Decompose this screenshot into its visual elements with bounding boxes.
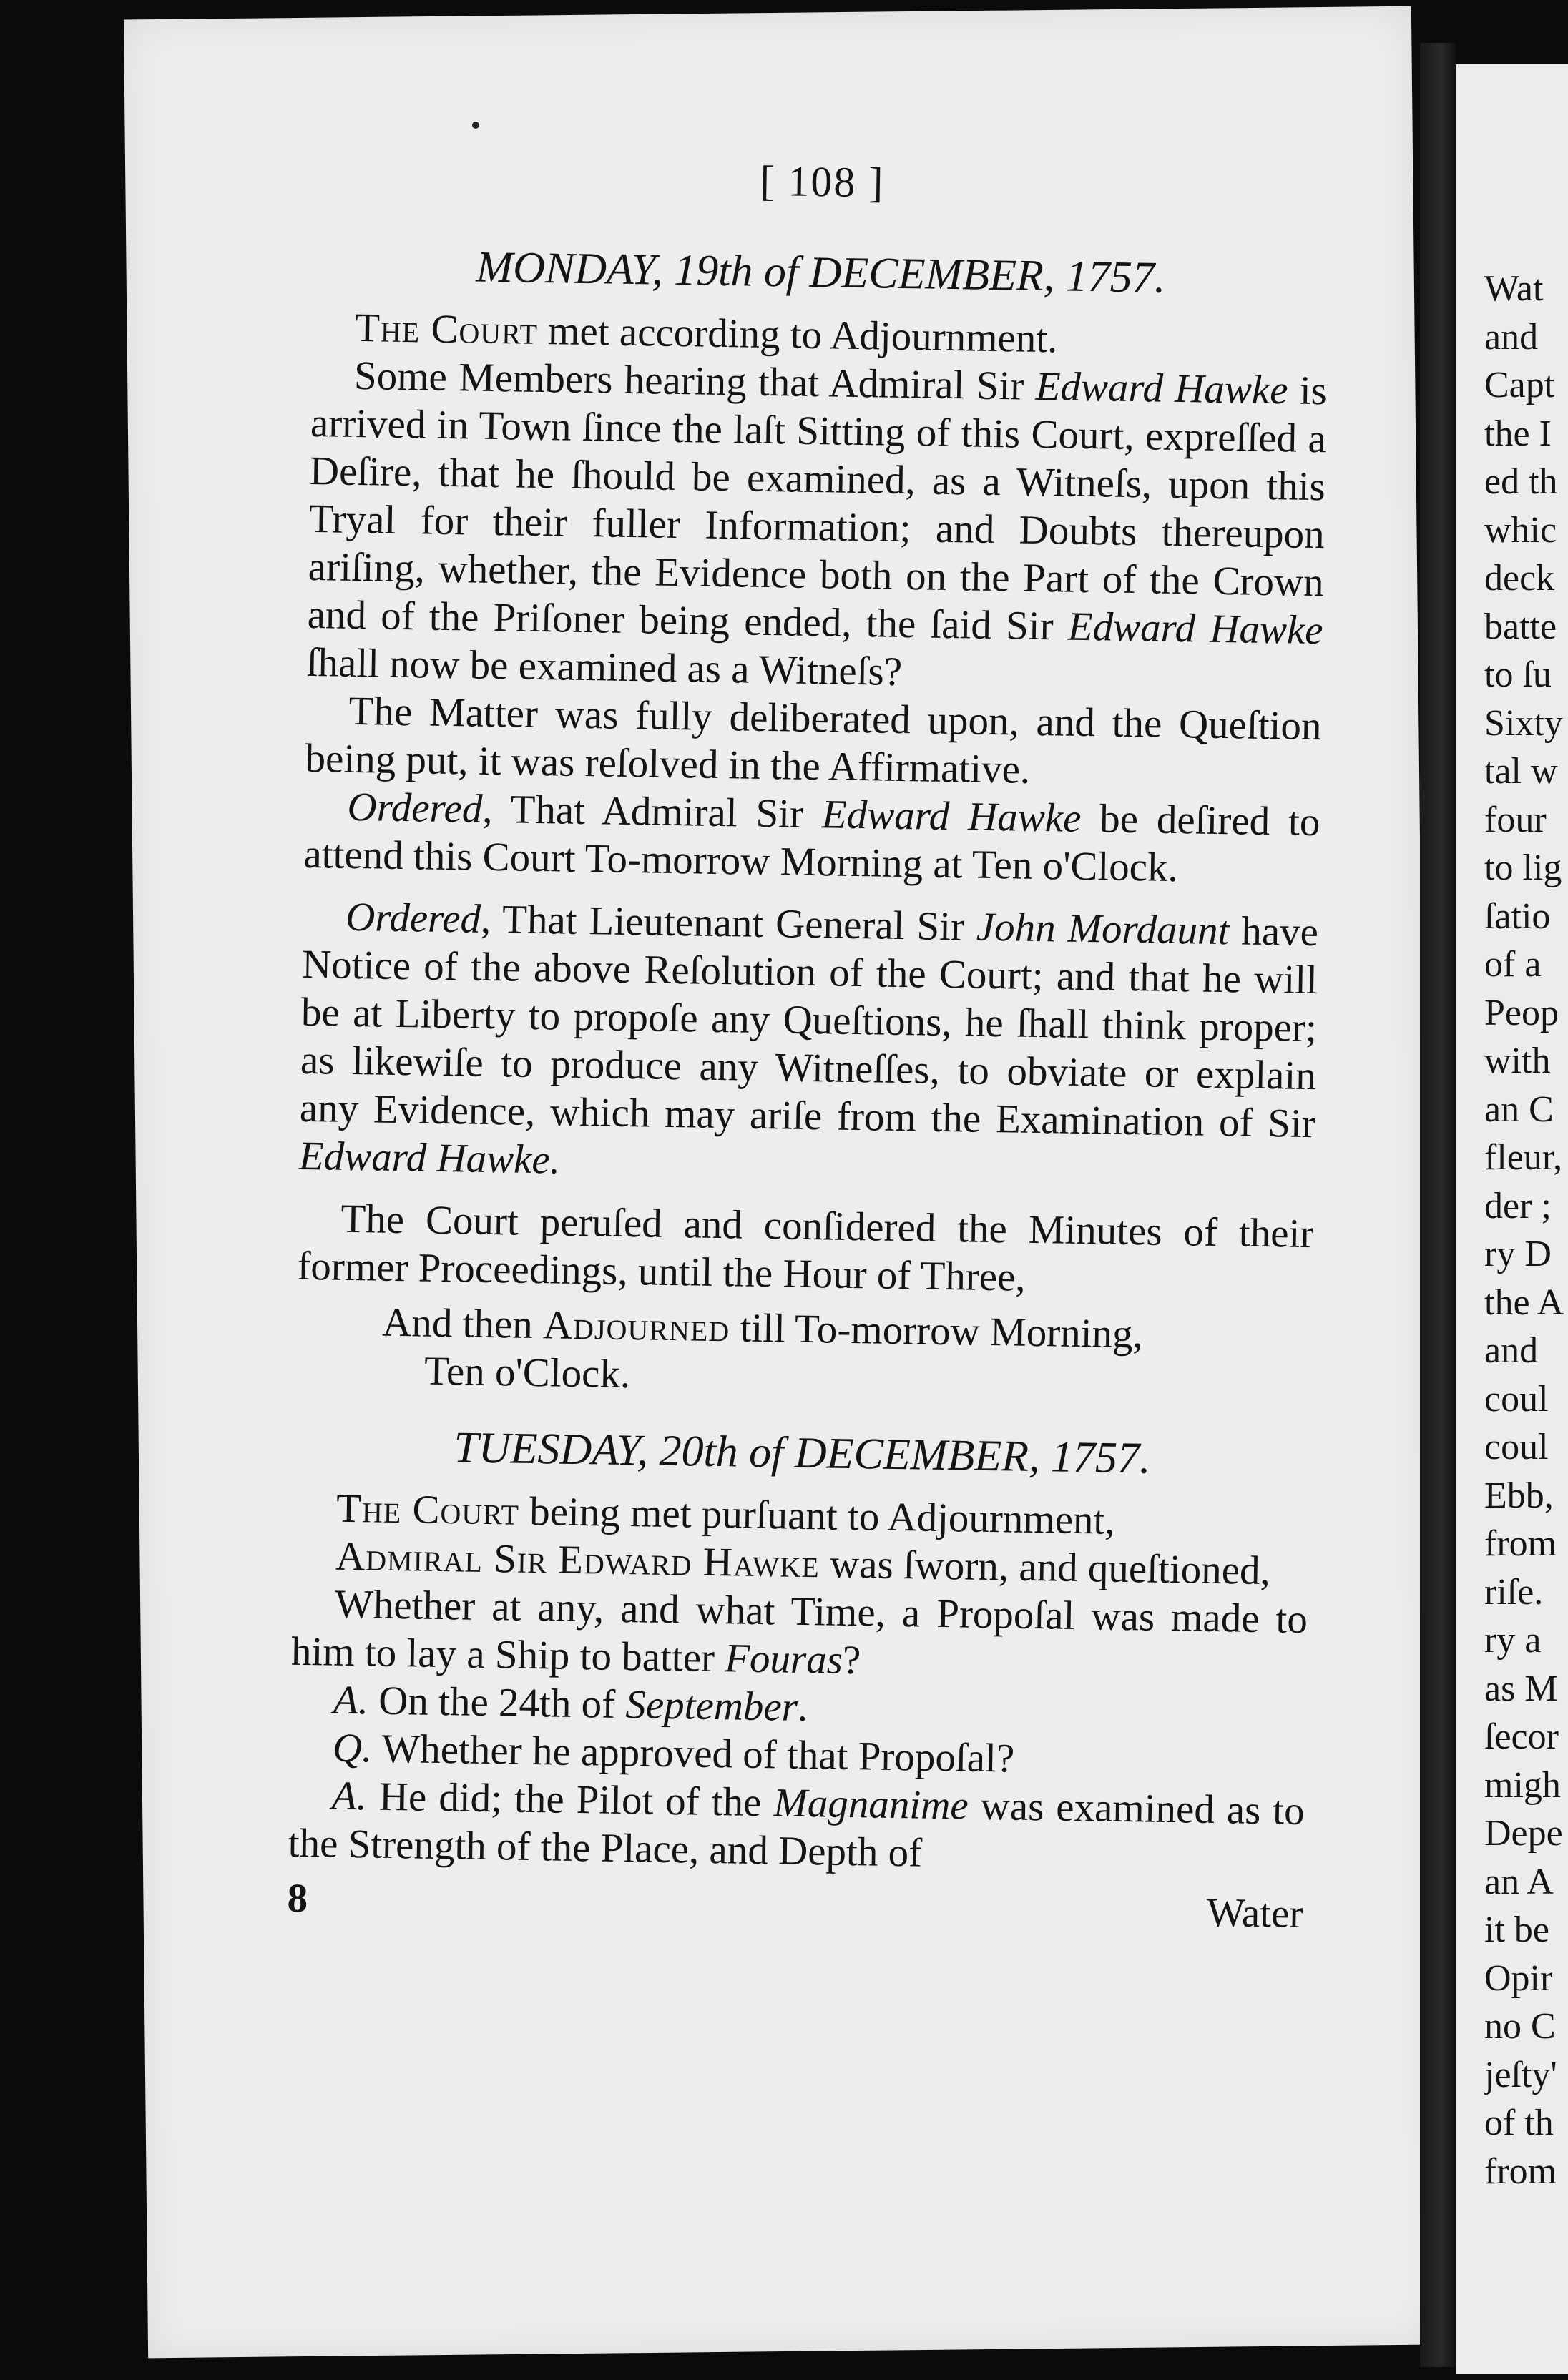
text-run: be deſired to attend this Court To-morrow Morning at Ten o'Clock. (303, 795, 1320, 891)
right-page-line: an A (1484, 1861, 1554, 1902)
page-number: [ 108 ] (759, 157, 885, 207)
right-page-line: Depe (1484, 1813, 1563, 1854)
right-page-line: the I (1484, 413, 1552, 454)
right-page-line: with (1484, 1041, 1551, 1081)
right-page-line: der ; (1484, 1185, 1552, 1226)
right-page-line: deck (1484, 558, 1555, 599)
witness-name: Admiral Sir Edward Hawke (335, 1533, 820, 1587)
right-page-line: migh (1484, 1764, 1561, 1806)
right-page-line: Opir (1484, 1957, 1553, 1999)
question-label: Q. (332, 1725, 373, 1771)
text-run: Some Members hearing that Admiral Sir (353, 353, 1037, 409)
right-page-line: as M (1484, 1668, 1558, 1709)
book-gutter (1420, 43, 1456, 2367)
paragraph-question-1 (290, 1580, 1308, 1691)
text-run: , That Lieutenant General Sir (480, 896, 977, 950)
month-name: September (624, 1682, 798, 1730)
right-page-line: to ſu (1484, 654, 1552, 695)
paragraph-ordered-notice (298, 892, 1318, 1196)
right-page-line: of th (1484, 2103, 1554, 2143)
text-run: was ſworn, and queſtioned, (819, 1541, 1271, 1594)
text-run: , That Admiral Sir (481, 786, 823, 837)
ordered-label: Ordered (345, 894, 481, 942)
right-page-text (1484, 265, 1568, 2195)
text-run: have Notice of the above Reſolution of the Court; and that he will be at Liberty to propoſe any Queſtions, he ſhall think proper; as likewiſe to produce any Witneſſes, to obviate or explain any Evidence, which may ariſe from the Examination of Sir (299, 908, 1319, 1147)
right-page-line: ed th (1484, 461, 1558, 502)
catchword: Water (1206, 1889, 1303, 1937)
right-page-line: from (1484, 2150, 1557, 2192)
right-page-line: coul (1484, 1378, 1549, 1420)
text-run: On the 24th of (368, 1678, 626, 1728)
page-content (287, 150, 1331, 1940)
right-page-line: tal w (1484, 751, 1558, 792)
person-name: John Mordaunt (976, 904, 1230, 954)
text-run: being met purſuant to Adjournment, (519, 1488, 1116, 1543)
court-lead: The Court (354, 305, 539, 353)
right-page-line: Sixty (1484, 702, 1563, 744)
place-name: Fouras (724, 1636, 843, 1683)
adjourned-word: Adjourned (542, 1302, 730, 1351)
right-page-line: of a (1484, 944, 1542, 985)
section-heading-monday: MONDAY, 19th of DECEMBER, 1757. (475, 242, 1166, 303)
paragraph-ordered-attend (303, 782, 1320, 894)
right-page-line: Wat (1484, 268, 1544, 309)
paragraph-members (306, 351, 1327, 702)
person-name: Edward Hawke (1067, 604, 1324, 654)
signature-mark: 8 (287, 1875, 308, 1922)
text-run: Whether at any, and what Time, a Propoſal was made to him to lay a Ship to batter (290, 1581, 1308, 1681)
text-run: ſhall now be examined as a Witneſs? (306, 639, 903, 694)
right-page-line: batte (1484, 606, 1557, 647)
text-run: . (797, 1684, 808, 1731)
paragraph-perused: The Court peruſed and conſidered the Minutes of their former Proceedings, until the Hour of Three, (296, 1196, 1314, 1300)
ordered-label: Ordered (347, 784, 483, 832)
court-lead: The Court (335, 1485, 520, 1534)
right-page-line: jeſty' (1484, 2054, 1557, 2095)
paragraph-deliberated: The Matter was fully deliberated upon, and the Queſtion being put, it was reſolved in the Affirmative. (305, 688, 1323, 792)
right-page-line: ry a (1484, 1620, 1542, 1661)
right-page-line: ſecor (1484, 1716, 1559, 1757)
person-name: Edward Hawke. (298, 1133, 561, 1183)
ink-speck (472, 122, 479, 129)
person-name: Edward Hawke (821, 792, 1082, 841)
text-run: was examined as to the Strength of the Place, and Depth of (288, 1783, 1305, 1876)
section-heading-tuesday: TUESDAY, 20th of DECEMBER, 1757. (453, 1423, 1152, 1483)
text-run: till To-morrow Morning, (729, 1305, 1144, 1357)
text-run: Whether he approved of that Propoſal? (371, 1726, 1015, 1781)
right-page-line: ry D (1484, 1234, 1552, 1274)
text-run: is arrived in Town ſince the laſt Sitting of this Court, expreſſed a Deſire, that he ſhould be examined, as a Witneſs, upon this Tryal for their fuller Information; and Doubts thereupon ariſing, whether, the Evidence both on the Part of the Crown and of the Priſoner being ended, the ſaid Sir (307, 368, 1328, 649)
right-page-line: to lig (1484, 847, 1562, 888)
answer-label: A. (331, 1773, 368, 1819)
right-page-line: Peop (1484, 992, 1559, 1033)
right-page-line: and (1484, 1330, 1539, 1371)
right-page-line: fleur, (1484, 1137, 1563, 1178)
right-page-line: it be (1484, 1909, 1549, 1950)
right-page-line: Capt (1484, 365, 1555, 405)
person-name: Edward Hawke (1035, 363, 1289, 413)
right-page-line: Ebb, (1484, 1475, 1554, 1516)
text-run: And then (381, 1299, 544, 1348)
right-page-line: and (1484, 316, 1539, 358)
adjournment-line (295, 1297, 1313, 1409)
answer-label: A. (333, 1677, 369, 1723)
right-page-line: four (1484, 799, 1547, 840)
right-page-line: whic (1484, 509, 1557, 551)
right-page-line: from (1484, 1523, 1557, 1564)
ship-name: Magnanime (773, 1780, 969, 1829)
right-page-line: coul (1484, 1427, 1549, 1467)
right-page-line: an C (1484, 1088, 1554, 1130)
right-page-line: the A (1484, 1282, 1564, 1323)
text-run: He did; the Pilot of the (366, 1774, 774, 1826)
text-run: ? (842, 1637, 861, 1683)
text-run: met according to Adjournment. (537, 308, 1058, 362)
answer-2 (288, 1771, 1305, 1883)
right-page-line: ſatio (1484, 895, 1551, 937)
adjournment-time: Ten o'Clock. (423, 1348, 631, 1397)
right-page-line: no C (1484, 2006, 1556, 2047)
right-page-line: riſe. (1484, 1571, 1544, 1613)
